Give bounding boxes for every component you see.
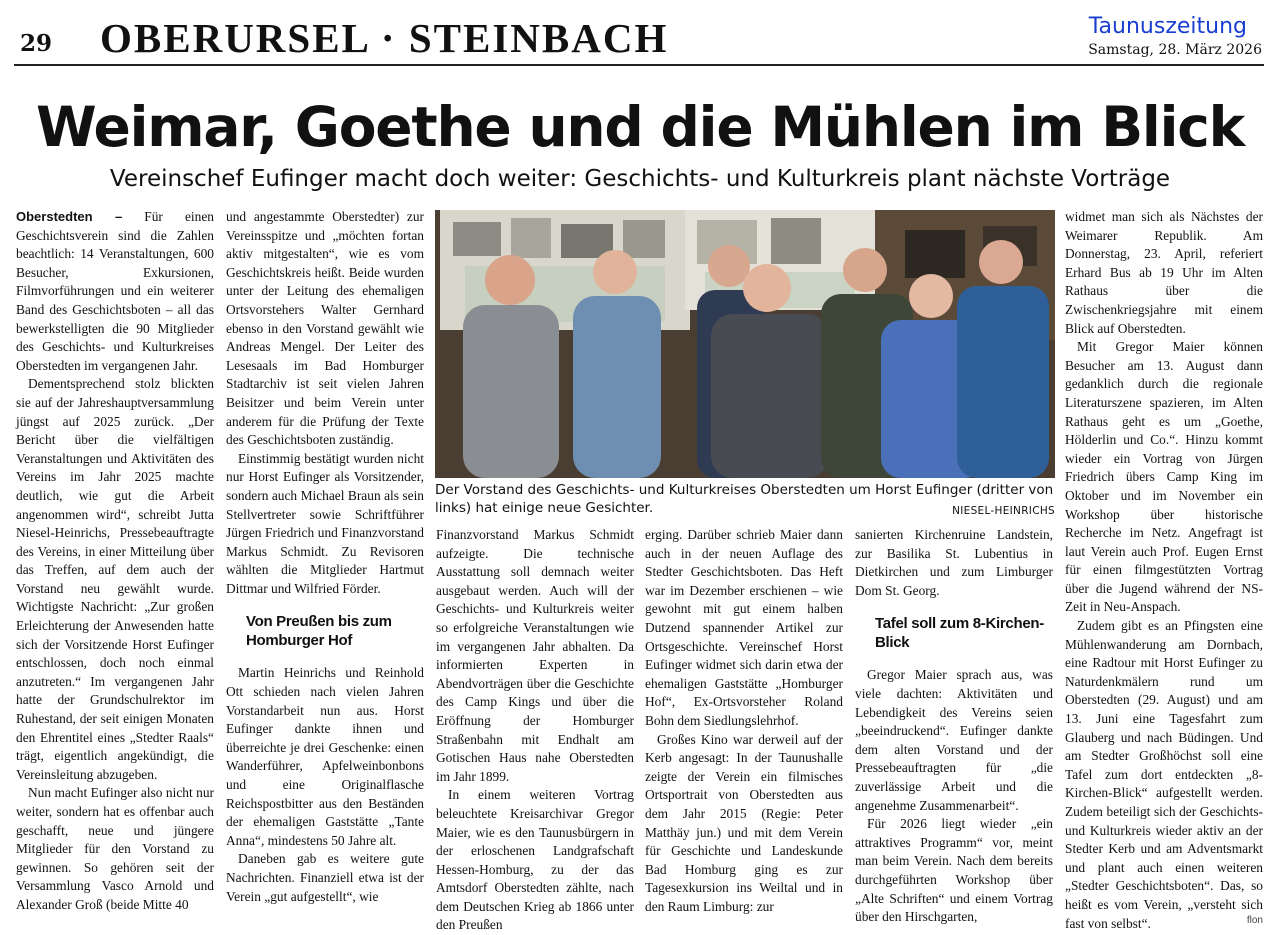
paragraph: Nun macht Eufinger also nicht nur weiter, sondern hat es offenbar auch geschafft, neue und jüngere Mitglieder für den Vorstand zu gewinnen. So gehören seit der Versammlung Vasco Arnold und Alexander Groß (beide Mitte 40 bbox=[16, 785, 214, 912]
paragraph: In einem weiteren Vortrag beleuchtete Kreisarchivar Gregor Maier, wie es den Taunusbürgern in der erloschenen Landgrafschaft Hessen-Homburg, zu der das Amtsdorf Oberstedten zählte, nach dem Deutschen Krieg ab 1866 unter den Preußen bbox=[436, 787, 634, 933]
paragraph: Gregor Maier sprach aus, was viele dachten: Aktivitäten und Lebendigkeit des Vereins seien „beeindruckend“. Eufinger dankte dem alten Vorstand und der Pressebeauftragten für „die zuverlässige Arbeit und die angenehme Zusammenarbeit“. bbox=[855, 667, 1053, 813]
column-4 bbox=[645, 526, 843, 914]
photo-credit: NIESEL-HEINRICHS bbox=[946, 505, 1055, 517]
author-initials: flon bbox=[1246, 915, 1263, 927]
section-title: OBERURSEL · STEINBACH bbox=[100, 15, 669, 61]
issue-date: Samstag, 28. März 2026 bbox=[1088, 42, 1262, 58]
group-photo-illustration bbox=[435, 210, 1055, 478]
column-5 bbox=[855, 526, 1053, 925]
paragraph: Mit Gregor Maier können Besucher am 13. August dann gedanklich durch die regionale Literaturszene spazieren, im Alten Rathaus geht es um „Goethe, Hölderlin und Co.“. Hinzu kommt wieder ein Vortrag von Jürgen Friedrich übers Camp King im Oktober und im November ein Workshop über historische Recherche im Netz. Angefragt ist laut Verein auch Prof. Eugen Ernst für einen filmgestützten Vortrag über die Jugend während der NS-Zeit in Neu-Anspach. bbox=[1065, 339, 1263, 615]
paragraph: Martin Heinrichs und Reinhold Ott schieden nach vielen Jahren Vorstandarbeit nun aus. Horst Eufinger dankte ihnen und überreichte je drei Geschenke: einen Wanderführer, Apfelweinbonbons und eine Originalflasche Reichspostbitter aus den Beständen der ehemaligen Gaststätte „Tante Anna“, mindestens 50 Jahre alt. bbox=[226, 665, 424, 848]
paragraph: Einstimmig bestätigt wurden nicht nur Horst Eufinger als Vorsitzender, sondern auch Michael Braun als sein Stellvertreter sowie Schriftführer Jürgen Friedrich und Finanzvorstand Markus Schmidt. Zu Revisoren wählten die Mitglieder Hartmut Dittmar und Wilfried Förder. bbox=[226, 450, 424, 596]
column-3 bbox=[436, 526, 634, 933]
page-number: 29 bbox=[20, 30, 53, 57]
page-header bbox=[0, 0, 1280, 66]
column-2 bbox=[226, 208, 424, 910]
paragraph: widmet man sich als Nächstes der Weimarer Republik. Am Donnerstag, 23. April, referiert Erhard Bus ab 19 Uhr im Alten Rathaus über die Zwischenkriegsjahre mit einem Blick auf Oberstedten. bbox=[1065, 209, 1263, 336]
paragraph: erging. Darüber schrieb Maier dann auch in der neuen Auflage des Stedter Geschichtsboten. Das Heft war im Dezember erschienen – wie gewohnt mit gut einem halben Dutzend spannender Artikel zur Ortsgeschichte. Vereinschef Horst Eufinger widmet sich darin etwa der ehemaligen Gaststätte „Homburger Hof“, Ex-Ortsvorsteher Roland Bohn dem Siedlungslehrhof. bbox=[645, 527, 843, 728]
header-rule bbox=[14, 64, 1264, 66]
paragraph: Finanzvorstand Markus Schmidt aufzeigte. Die technische Ausstattung soll demnach weiter ausgebaut werden. Auch will der Geschichts- und Kulturkreis weiter so erfolgreiche Veranstaltungen wie im vergangenen Jahr abhalten. Da informierten Experten in Abendvorträgen über die Geschichte des Camp Kings und über die Eröffnung der Homburger Straßenbahn mit Endhalt am Gotischen Haus nahe Oberstedten im Jahr 1899. bbox=[436, 527, 634, 784]
paragraph: Zudem gibt es an Pfingsten eine Mühlenwanderung am Dornbach, eine Radtour mit Horst Eufinger zu Naturdenkmälern rund um Oberstedten (29. August) und am 13. Juni eine Tagesfahrt zum Glauberg und nach Büdingen. Und am Stedter Großhöchst soll eine Tafel zum dort entdeckten „8-Kirchen-Blick“ aufgestellt werden. Zudem beteiligt sich der Geschichts- und Kulturkreis wieder aktiv an der Stedter Kerb und am Adventsmarkt und plant auch einen weiteren „Stedter Geschichtsboten“. Das, so heißt es vom Verein, „versteht sich fast von selbst“. bbox=[1065, 618, 1263, 931]
article-subheadline: Vereinschef Eufinger macht doch weiter: Geschichts- und Kulturkreis plant nächste Vorträge bbox=[109, 166, 1171, 192]
paragraph: Oberstedten – Für einen Geschichtsverein sind die Zahlen beachtlich: 14 Veranstaltungen, 600 Besucher, Exkursionen, Filmvorführungen und ein weiterer Band des Geschichtsboten – all das bewerkstelligten die 90 Mitglieder des Geschichts- und Kulturkreises Oberstedten im vergangenen Jahr. bbox=[16, 209, 214, 373]
article-headline: Weimar, Goethe und die Mühlen im Blick bbox=[35, 95, 1244, 159]
newspaper-name: Taunuszeitung bbox=[1088, 14, 1247, 39]
section-subhead: Von Preußen bis zum Homburger Hof bbox=[246, 613, 392, 650]
paragraph: sanierten Kirchenruine Landstein, zur Basilika St. Lubentius in Dietkirchen und zum Limburger Dom St. Georg. bbox=[855, 527, 1053, 598]
dateline: Oberstedten – bbox=[16, 209, 123, 224]
paragraph: und angestammte Oberstedter) zur Vereinsspitze und „möchten fortan aktiv mitgestalten“, wie es vom Geschichtskreis heißt. Beide wurden unter der Leitung des ehemaligen Ortsvorstehers Walter Gernhard ebenso in den Vorstand gewählt wie Andreas Mengel. Der Leiter des Lesesaals im Bad Homburger Stadtarchiv ist seit vielen Jahren Beisitzer und beim Verein unter anderem für die Prüfung der Texte des Geschichtsboten zuständig. bbox=[226, 209, 424, 448]
paragraph: Für 2026 liegt wieder „ein attraktives Programm“ vor, meint man beim Verein. Nach dem bereits durchgeführten Workshop über „Alte Schriften“ und einem Vortrag über den Hirschgarten, bbox=[855, 816, 1053, 925]
photo-caption: Der Vorstand des Geschichts- und Kulturkreises Oberstedten um Horst Eufinger (dritter von links) hat einige neue Gesichter. NIESEL-HEINRICHS bbox=[435, 482, 1055, 517]
paragraph: Dementsprechend stolz blickten sie auf der Jahreshauptversammlung jüngst auf 2025 zurück. „Der Bericht über die vielfältigen Veranstaltungen und Aktivitäten des Vereins im Jahr 2025 machte deutlich, wie gut die Arbeit angenommen wird“, schreibt Jutta Niesel-Heinrichs, Pressebeauftragte des Vereins, in einer Mitteilung über das Treffen, auf dem auch der Vorstand neu gewählt wurde. Wichtigste Nachricht: „Zur großen Erleichterung der Anwesenden hatte sich der Vorsitzende Horst Eufinger entschlossen, doch noch einmal anzutreten.“ Im vergangenen Jahr hatte der Grundschulrektor im Ruhestand, der seit einigen Monaten den Ehrentitel eines „Stedter Raals“ trägt, eigentlich angekündigt, die Vereinsleitung abzugeben. bbox=[16, 376, 214, 782]
paragraph: Daneben gab es weitere gute Nachrichten. Finanziell etwa ist der Verein „gut aufgestellt“, wie bbox=[226, 851, 424, 904]
section-subhead: Tafel soll zum 8-Kirchen-Blick bbox=[875, 615, 1044, 652]
column-6 bbox=[1065, 208, 1263, 931]
column-1 bbox=[16, 208, 214, 910]
board-members-photo bbox=[435, 210, 1055, 478]
paragraph: Großes Kino war derweil auf der Kerb angesagt: In der Taunushalle zeigte der Verein ein filmisches Ortsportrait von Oberstedten aus dem Jahr 2015 (Regie: Peter Matthäy jun.) und mit dem Verein für Geschichte und Landeskunde Bad Homburg ging es zur Tagesexkursion ins Weiltal und in den Raum Limburg: zur bbox=[645, 731, 843, 914]
